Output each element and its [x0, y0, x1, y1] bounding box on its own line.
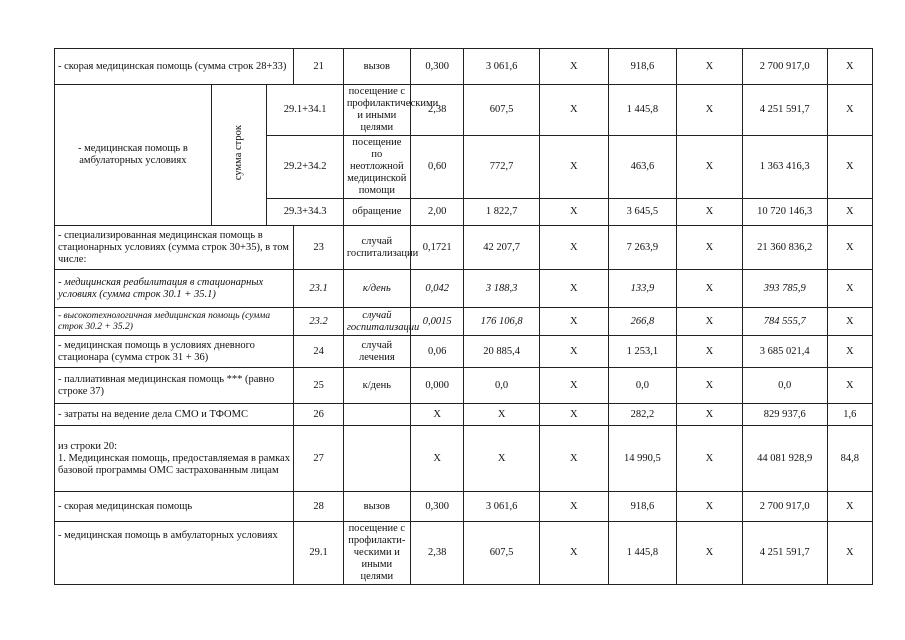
- row-unit: случай лечения: [343, 336, 410, 368]
- cell-v5: X: [827, 492, 872, 522]
- cell-v2: 176 106,8: [464, 308, 539, 336]
- table-row: [55, 308, 873, 336]
- table-row: [55, 368, 873, 404]
- row-unit: [343, 426, 410, 492]
- cell-x1: X: [539, 85, 608, 136]
- cell-v3: 1 445,8: [608, 85, 676, 136]
- row-unit: случай госпитализации: [343, 226, 410, 270]
- table-row: [55, 492, 873, 522]
- cell-v4: 4 251 591,7: [742, 522, 827, 585]
- row-number: 28: [294, 492, 344, 522]
- row-name: - медицинская помощь в амбулаторных условиях: [55, 522, 294, 585]
- cell-v1: 0,042: [410, 270, 464, 308]
- cell-x2: X: [676, 426, 742, 492]
- row-number: 21: [294, 49, 344, 85]
- cell-x1: X: [539, 49, 608, 85]
- cell-x2: X: [676, 270, 742, 308]
- cell-x2: X: [676, 492, 742, 522]
- cell-v3: 133,9: [608, 270, 676, 308]
- table-row: [55, 336, 873, 368]
- cell-v5: X: [827, 336, 872, 368]
- cell-v4: 2 700 917,0: [742, 492, 827, 522]
- sub-row-code: 29.3+34.3: [267, 199, 343, 226]
- cell-x2: X: [676, 522, 742, 585]
- cell-v3: 14 990,5: [608, 426, 676, 492]
- table-row: [55, 226, 873, 270]
- row-name: - медицинская помощь в условиях дневного стационара (сумма строк 31 + 36): [55, 336, 294, 368]
- cell-x1: X: [539, 492, 608, 522]
- cell-x1: X: [539, 199, 608, 226]
- cell-v1: X: [410, 404, 464, 426]
- cell-v1: 0,06: [410, 336, 464, 368]
- row-unit: посещение по неотложной медицинской помощи: [343, 136, 410, 199]
- cell-x1: X: [539, 308, 608, 336]
- row-name: - затраты на ведение дела СМО и ТФОМС: [55, 404, 294, 426]
- row-number: 29.1: [294, 522, 344, 585]
- cell-v4: 10 720 146,3: [742, 199, 827, 226]
- row-name: - паллиативная медицинская помощь *** (равно строке 37): [55, 368, 294, 404]
- table-row: [55, 426, 873, 492]
- cell-v1: 0,000: [410, 368, 464, 404]
- cell-v5: X: [827, 522, 872, 585]
- cell-v2: 42 207,7: [464, 226, 539, 270]
- cell-x2: X: [676, 136, 742, 199]
- cell-x1: X: [539, 522, 608, 585]
- cell-v3: 282,2: [608, 404, 676, 426]
- cell-x2: X: [676, 404, 742, 426]
- cell-v5: X: [827, 85, 872, 136]
- cell-v2: 20 885,4: [464, 336, 539, 368]
- row-number: 23.1: [294, 270, 344, 308]
- cell-v1: 0,300: [410, 49, 464, 85]
- cell-x1: X: [539, 404, 608, 426]
- budget-table: [54, 48, 873, 585]
- table-row: [55, 49, 873, 85]
- cell-v5: X: [827, 270, 872, 308]
- cell-x1: X: [539, 368, 608, 404]
- sub-row-code: 29.2+34.2: [267, 136, 343, 199]
- row-unit: к/день: [343, 368, 410, 404]
- cell-v2: 607,5: [464, 85, 539, 136]
- cell-v2: 772,7: [464, 136, 539, 199]
- cell-v3: 918,6: [608, 492, 676, 522]
- cell-x1: X: [539, 336, 608, 368]
- row-number: 23.2: [294, 308, 344, 336]
- cell-v2: 607,5: [464, 522, 539, 585]
- row-number: 27: [294, 426, 344, 492]
- cell-v2: 1 822,7: [464, 199, 539, 226]
- row-unit: посещение с профилакти-ческими и иными целями: [343, 522, 410, 585]
- cell-x1: X: [539, 226, 608, 270]
- cell-v2: 3 061,6: [464, 492, 539, 522]
- cell-v3: 3 645,5: [608, 199, 676, 226]
- row-unit: вызов: [343, 492, 410, 522]
- cell-v3: 7 263,9: [608, 226, 676, 270]
- cell-v1: 2,00: [410, 199, 464, 226]
- cell-v5: X: [827, 226, 872, 270]
- cell-v1: 2,38: [410, 85, 464, 136]
- row-name: - высокотехнологичная медицинская помощь (сумма строк 30.2 + 35.2): [55, 308, 294, 336]
- cell-v2: X: [464, 404, 539, 426]
- row-unit: к/день: [343, 270, 410, 308]
- sub-row-code: 29.1+34.1: [267, 85, 343, 136]
- cell-v2: X: [464, 426, 539, 492]
- cell-v2: 3 061,6: [464, 49, 539, 85]
- row-number: 26: [294, 404, 344, 426]
- cell-v4: 2 700 917,0: [742, 49, 827, 85]
- cell-v5: 84,8: [827, 426, 872, 492]
- row-name: - специализированная медицинская помощь в стационарных условиях (сумма строк 30+35), в том числе:: [55, 226, 294, 270]
- cell-v1: 0,0015: [410, 308, 464, 336]
- cell-x2: X: [676, 49, 742, 85]
- row-name: - медицинская помощь в амбулаторных условиях: [55, 85, 212, 226]
- cell-v4: 784 555,7: [742, 308, 827, 336]
- cell-v5: X: [827, 199, 872, 226]
- row-unit: случай госпитализации: [343, 308, 410, 336]
- cell-v4: 4 251 591,7: [742, 85, 827, 136]
- row-unit: обращение: [343, 199, 410, 226]
- row-number: 25: [294, 368, 344, 404]
- cell-v3: 463,6: [608, 136, 676, 199]
- row-number: 24: [294, 336, 344, 368]
- cell-v5: 1,6: [827, 404, 872, 426]
- row-name: из строки 20: 1. Медицинская помощь, предоставляемая в рамках базовой программы ОМС застрахованным лицам: [55, 426, 294, 492]
- cell-x2: X: [676, 368, 742, 404]
- row-number: 23: [294, 226, 344, 270]
- cell-v4: 3 685 021,4: [742, 336, 827, 368]
- cell-v4: 44 081 928,9: [742, 426, 827, 492]
- cell-v3: 0,0: [608, 368, 676, 404]
- cell-v3: 1 253,1: [608, 336, 676, 368]
- cell-v3: 266,8: [608, 308, 676, 336]
- cell-v5: X: [827, 49, 872, 85]
- cell-v4: 21 360 836,2: [742, 226, 827, 270]
- cell-v4: 1 363 416,3: [742, 136, 827, 199]
- cell-v1: X: [410, 426, 464, 492]
- cell-v2: 0,0: [464, 368, 539, 404]
- row-name: - медицинская реабилитация в стационарных условиях (сумма строк 30.1 + 35.1): [55, 270, 294, 308]
- cell-v1: 0,300: [410, 492, 464, 522]
- cell-x2: X: [676, 336, 742, 368]
- table-row: [55, 85, 873, 136]
- cell-v5: X: [827, 308, 872, 336]
- row-unit: вызов: [343, 49, 410, 85]
- cell-v4: 393 785,9: [742, 270, 827, 308]
- table-row: [55, 270, 873, 308]
- cell-v1: 0,1721: [410, 226, 464, 270]
- cell-v1: 0,60: [410, 136, 464, 199]
- table-row: [55, 522, 873, 585]
- cell-x2: X: [676, 199, 742, 226]
- cell-v2: 3 188,3: [464, 270, 539, 308]
- group-label: сумма строк: [233, 125, 245, 181]
- cell-v4: 829 937,6: [742, 404, 827, 426]
- cell-v3: 1 445,8: [608, 522, 676, 585]
- group-label-cell: [211, 85, 267, 226]
- row-unit: посещение с профилактическими и иными целями: [343, 85, 410, 136]
- cell-x2: X: [676, 308, 742, 336]
- cell-x1: X: [539, 270, 608, 308]
- table-row: [55, 404, 873, 426]
- cell-v1: 2,38: [410, 522, 464, 585]
- cell-v5: X: [827, 136, 872, 199]
- cell-x1: X: [539, 426, 608, 492]
- cell-x1: X: [539, 136, 608, 199]
- cell-v5: X: [827, 368, 872, 404]
- cell-x2: X: [676, 85, 742, 136]
- row-name: - скорая медицинская помощь (сумма строк 28+33): [55, 49, 294, 85]
- cell-x2: X: [676, 226, 742, 270]
- row-name: - скорая медицинская помощь: [55, 492, 294, 522]
- cell-v3: 918,6: [608, 49, 676, 85]
- row-unit: [343, 404, 410, 426]
- cell-v4: 0,0: [742, 368, 827, 404]
